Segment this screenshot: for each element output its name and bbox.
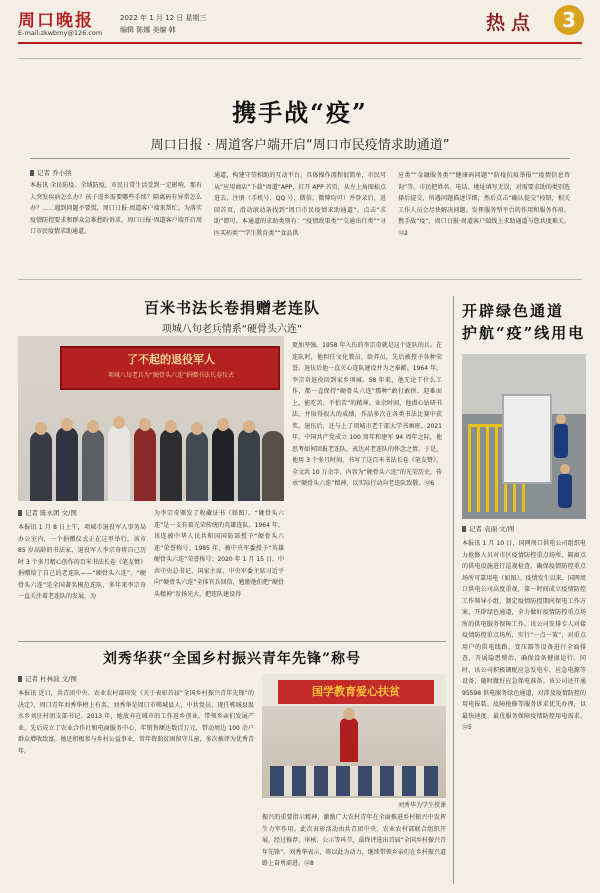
newspaper-logo: 周口晚报 <box>18 11 94 31</box>
story1-headline: 携手战“疫” <box>232 98 368 127</box>
masthead-rule <box>18 42 582 44</box>
story2-col3: 更加坚强。1958 年入伍的李宗奇就是这个连队的兵。在连队时，他担任文化教员、给养员，先后被授予各种荣誉。退伍后他一直关心连队建设并为之奉献。1964 年，李宗奇退役回到家乡项城。58 年来，他无论干什么工作，都一直保持“硬骨头六连”那种“敢打敢拼、迎难而上、能吃苦、不怕苦”的精神。业余时间，他潜心钻研书法，并取得很大的成绩，作品多次在各类书法比赛中获奖。退伍后，还与上了项城市老干部大学书画班。2021 年，中国共产党成立 100 周年和建军 94 周年之际，他思考如何回报老连队，表达对老连队的怀念之情。于是，他用 3 个多月时间，书写了这百米书法长卷《笔友赞》，全文共 10 万余字，内容为“硬骨头六连”的光荣历史，传承“硬骨头六连”精神，以实际行动向老连队致敬。⑫6 <box>292 342 442 487</box>
story3-headline <box>462 300 586 344</box>
story2-bottom-rule <box>18 641 446 642</box>
story2-reporter: 记者 陈永团 文/图 <box>25 509 77 517</box>
story4-col2: 振兴的重要指示精神，激励广大农村青年在全面推进乡村振兴中发挥生力军作用。此次表彰活动由共青团中央、农业农村部联合组织开展，经过推荐、审核、公示等环节，最终评选出首届“全国乡村振兴青年先锋”。刘秀华表示，将以此为动力，继续带领乡亲们在乡村振兴道路上奋勇前进。⑫8 <box>262 814 446 867</box>
story4-byline <box>18 674 77 683</box>
story3-col1: 本报讯 1 月 10 日，国网周口供电公司组织电力抢修人员对市区疫情防控重点场所、隔离点的供电设施进行巡视检查，确保疫情防控重点场所可靠用电（如图）。疫情发生以来，国网周口供电公司高度重视，第一时间成立疫情防控工作领导小组，制定疫情防控期间保电工作方案，开辟绿色通道，全力做好疫情防控重点场所的供电服务保障工作。该公司安排专人对接疫情防控重点场所，实行“一点一策”，对重点用户的供电线路、变压器等设备进行全面排查，开展隐患整治，确保设备健康运行。同时，该公司积极调配应急发电车、应急电源等设备，随时做好应急保电准备。该公司还开通 95598 供电服务绿色通道，对涉及疫情防控的用电报装、故障抢修等服务诉求优先办理，以最快速度、最优服务保障疫情防控用电需求。⑫5 <box>462 540 586 731</box>
story3-headline-line1: 开辟绿色通道 <box>462 302 565 320</box>
story2-photo <box>18 336 284 501</box>
photo-class-banner: 国学教育爱心扶贫 <box>278 680 434 704</box>
column-divider <box>453 296 454 884</box>
byline-mark-icon <box>18 676 22 682</box>
byline-mark-icon <box>30 170 34 176</box>
story4-photo <box>262 674 446 798</box>
story3-photo <box>462 354 586 519</box>
story1-subheadline: 周口日报 · 周道客户端开启“周口市民疫情求助通道” <box>150 138 450 153</box>
photo-banner-subtext: 项城八旬老兵为“硬骨头六连”捐赠书法长卷仪式 <box>107 372 235 379</box>
byline-mark-icon <box>462 526 466 532</box>
photo-red-banner <box>60 346 280 390</box>
story2-byline <box>18 508 77 517</box>
story2-subheadline: 项城八旬老兵情系“硬骨头六连” <box>161 324 303 335</box>
story1-byline <box>30 168 72 177</box>
story2-col2: 为李宗奇颁发了收藏证书（如图）。“硬骨头六连”是一支有着光荣传统的英雄连队。1964 年，该连被中华人民共和国国防部授予“硬骨头六连”荣誉称号；1985 年，被中央军委授予“英雄硬骨头六连”荣誉称号；2020 年 1 月 15 日，中共中央总书记、国家主席、中央军委主席习近平向“硬骨头六连”全体官兵回信，勉励他们把“硬骨头精神”发扬光大，把连队建设得 <box>154 510 284 598</box>
story3-reporter: 记者 袁丽 文/图 <box>469 525 515 533</box>
masthead-date: 2022 年 1 月 12 日 星期三 <box>120 14 207 22</box>
story4-col1: 本报讯 近日，共青团中央、农业农村部印发《关于表彰首届“全国乡村振兴青年先锋”的决定》，周口青年刘秀华榜上有名。刘秀华是周口市郸城县人，中共党员，现任郸城县汲水乡刘庄村团支部书记。2013 年，她放弃在城市的工作返乡创业，带领乡亲们发展产业，先后成立了农业合作社和电商服务中心，年销售额达数百万元，带动周边 100 余户群众增收致富。她还积极参与乡村公益事业，常年资助贫困留守儿童，多次被评为优秀青年。 <box>18 690 254 755</box>
story2-col1: 本报讯 1 月 8 日上午，项城市退役军人事务局办公室内，一个捐赠仪式正在这里举行。该市 85 岁高龄的书法家、退役军人李宗奇将自己历时 3 个多月精心创作的百米书法长卷《笔友赞》捐赠给了自己的老连队——“硬骨头六连”。“硬骨头六连”是全国著名模范连队，多年来李宗奇一直关注着老连队的发展，为 <box>18 524 146 600</box>
story3-headline-line2: 护航“疫”线用电 <box>462 324 586 342</box>
story2-headline: 百米书法长卷捐赠老连队 <box>143 299 320 317</box>
masthead-editors: 编辑 陈娜 美编 韩 <box>120 26 176 34</box>
story1-rule <box>30 158 570 159</box>
byline-mark-icon <box>18 510 22 516</box>
section-title: 热点 <box>486 12 537 34</box>
story3-byline <box>462 524 514 533</box>
story1-col2: 通道，构建守望相助的互动平台。具体操作流程很简单，市民可从“应用商店”下载“周道”APP，打开 APP 首页，从左上角图标点进去，注册（手机号、QQ 号、微信、微博均可）并登录后，返回首页，滑动滚动条找到“周口市民疫情求助通道”，点击“求助”即可。本通道的求助类别有：“疫情政策类”“交通出行类”“寻医买药类”“学生教育类”“食品供 <box>214 172 386 237</box>
masthead-email: E-mail:zkwbmy@126.com <box>18 29 103 37</box>
story4-headline: 刘秀华获“全国乡村振兴青年先锋”称号 <box>102 651 362 667</box>
story1-reporter: 记者 乔小纳 <box>37 169 72 177</box>
page-number-badge: 3 <box>554 5 584 35</box>
story4-reporter: 记者 杜林波 文/图 <box>25 675 77 683</box>
story1-col3: 应类”“金融服务类”“健康码问题”“防疫抗疫举报”“疫情信息咨询”等。市民把姓名、电话、地址填写无误，对需要求助的类别选择后提交，所遇问题描述详细，然后点击“确认提交”按钮，相关工作人员会尽快解决问题。发挥服务型平台的作用和服务作用。携手战“疫”，周口日报·周道客户端线上求助通道与您共度难关。⑫2 <box>398 172 570 237</box>
photo-people <box>26 406 278 501</box>
photo-banner-text: 了不起的退役军人 <box>127 353 215 366</box>
story1-col1: 本报讯 全民防疫、全域防疫，市民日常生活受到一定影响，那有人突发疾病怎么办？孩子返乡需要哪些手续？隔离码有异常怎么办？……遇到问题不要慌，周口日报·周道客户端来帮忙。为落实疫情防控要求和群众急难愁盼诉求，周口日报·周道客户端开启周口市民疫情求助通道， <box>30 182 202 235</box>
story4-photo-caption: 刘秀华为学生授课 <box>397 802 446 809</box>
